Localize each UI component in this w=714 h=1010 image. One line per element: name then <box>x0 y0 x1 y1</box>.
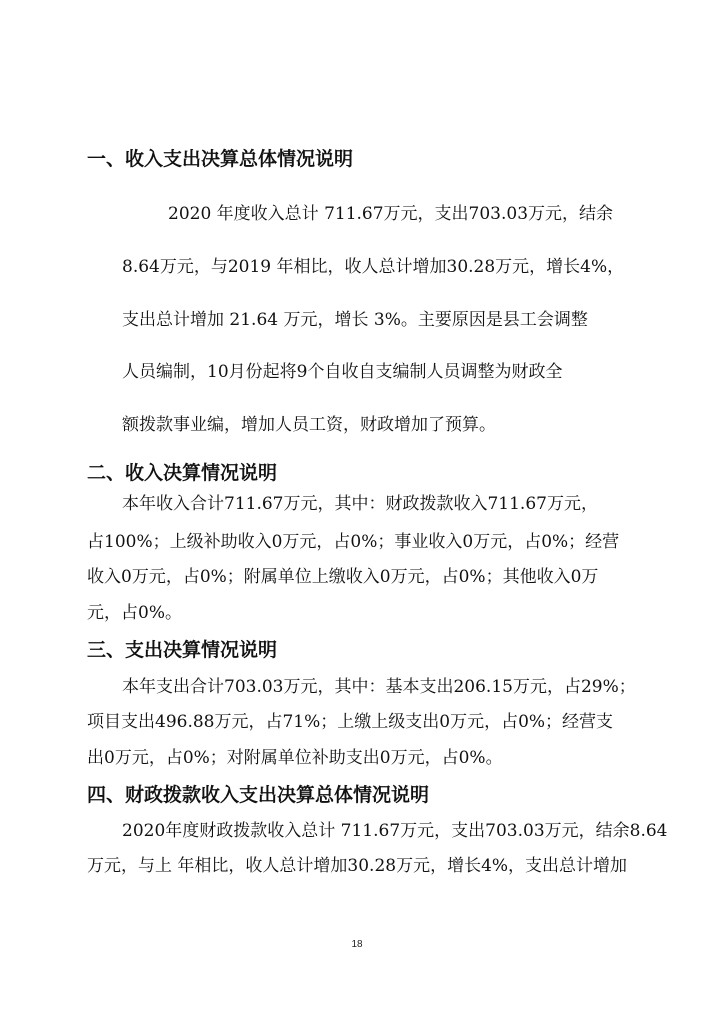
section-4-line-1: 2020年度财政拨款收入总计 711.67万元，支出703.03万元，结余8.64 <box>122 821 668 841</box>
section-1-heading: 一、收入支出决算总体情况说明 <box>87 148 354 170</box>
section-2-line-4: 元，占0%。 <box>87 603 182 623</box>
section-2-line-2: 占100%；上级补助收入0万元，占0%；事业收入0万元，占0%；经营 <box>87 532 620 552</box>
section-2-heading: 二、收入决算情况说明 <box>87 462 278 484</box>
section-3-heading: 三、支出决算情况说明 <box>87 639 278 661</box>
section-3-line-2: 项目支出496.88万元，占71%；上缴上级支出0万元，占0%；经营支 <box>87 712 614 732</box>
section-4-line-2: 万元，与上 年相比，收人总计增加30.28万元，增长4%，支出总计增加 <box>87 856 628 876</box>
section-1-line-4: 人员编制，10月份起将9个自收自支编制人员调整为财政全 <box>122 362 563 382</box>
section-3-line-3: 出0万元，占0%；对附属单位补助支出0万元，占0%。 <box>87 748 503 768</box>
section-1-line-5: 额拨款事业编，增加人员工资，财政增加了预算。 <box>122 415 496 435</box>
section-2-line-1: 本年收入合计711.67万元，其中：财政拨款收入711.67万元， <box>122 494 598 514</box>
page-number: 18 <box>351 939 363 950</box>
section-1-line-2: 8.64万元，与2019 年相比，收人总计增加30.28万元，增长4%， <box>122 257 625 277</box>
section-2-line-3: 收入0万元，占0%；附属单位上缴收入0万元，占0%；其他收入0万 <box>87 567 599 587</box>
section-4-heading: 四、财政拨款收入支出决算总体情况说明 <box>87 784 430 806</box>
section-3-line-1: 本年支出合计703.03万元，其中：基本支出206.15万元，占29%； <box>122 677 636 697</box>
section-1-line-3: 支出总计增加 21.64 万元，增长 3%。主要原因是县工会调整 <box>122 310 588 330</box>
section-1-line-1: 2020 年度收入总计 711.67万元，支出703.03万元，结余 <box>168 204 614 224</box>
